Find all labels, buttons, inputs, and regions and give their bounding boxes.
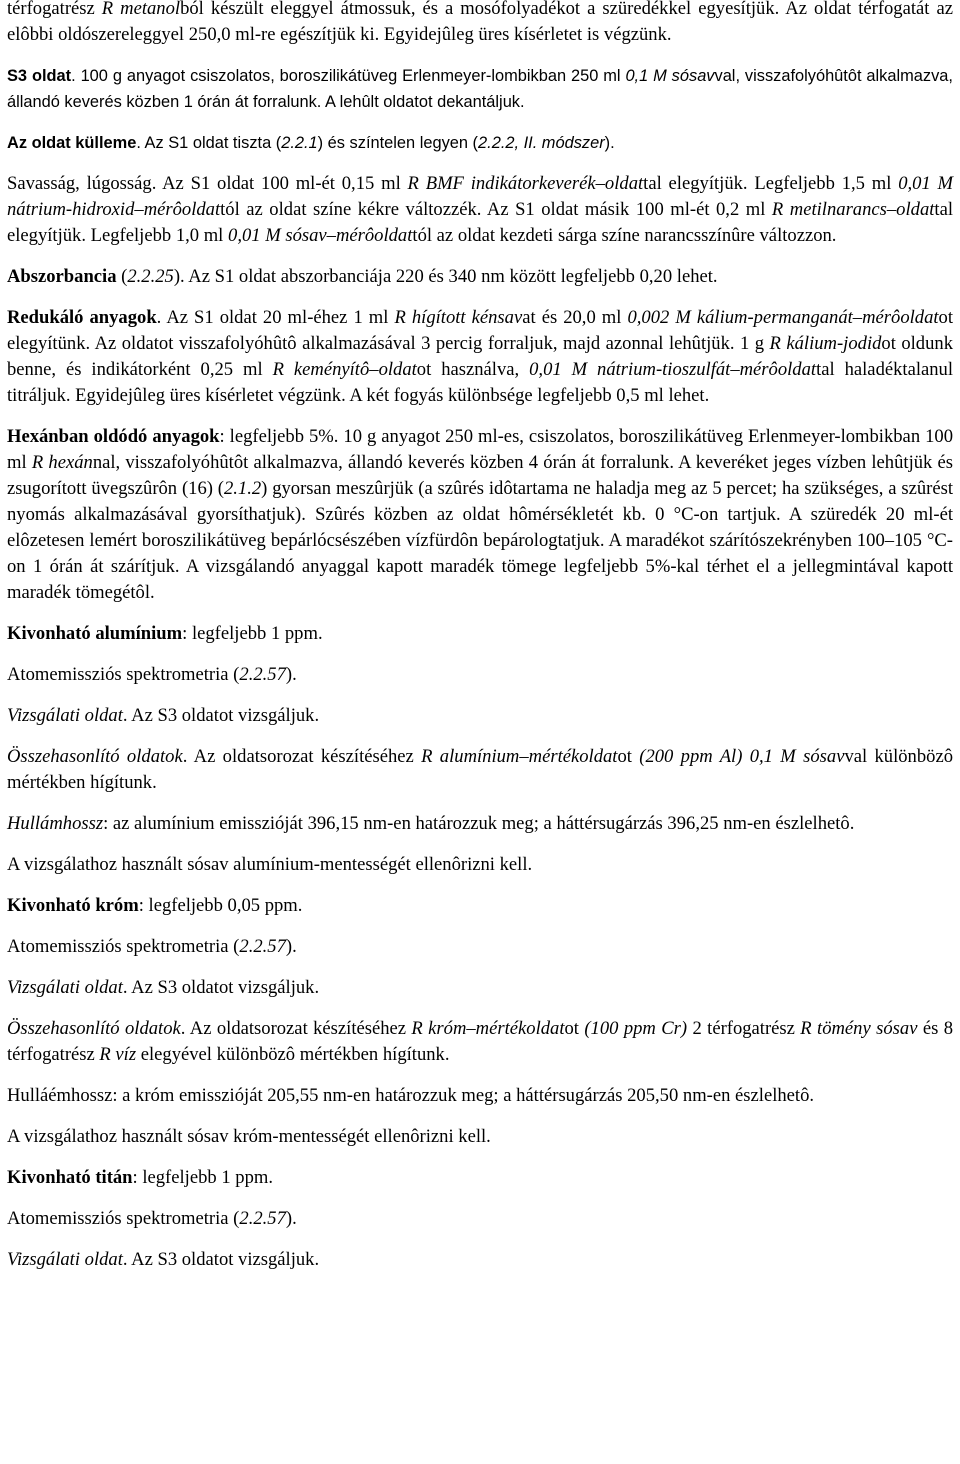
text-run: ból készült eleggyel átmossuk, és a mosófolyadékot a szüredékkel egyesítjük. Az oldat térfogatát az elôbbi oldószereleggyel 250,0 ml-re egészítjük ki. Egyidejûleg üres kísérletet is végzünk. bbox=[7, 0, 953, 45]
text-run: elegyével különbözô mértékben hígítunk. bbox=[136, 1044, 450, 1065]
text-run: . Az S3 oldatot vizsgáljuk. bbox=[122, 705, 320, 726]
text-run: Vizsgálati oldat bbox=[7, 977, 123, 998]
paragraph-al-method bbox=[7, 662, 953, 688]
text-run: Kivonható króm bbox=[7, 895, 139, 916]
text-run: A vizsgálathoz használt sósav alumínium-mentességét ellenôrizni kell. bbox=[7, 854, 533, 875]
paragraph-ti-test-solution bbox=[7, 1247, 953, 1273]
paragraph-cr-check bbox=[7, 1124, 953, 1150]
text-run: R metilnarancs–oldat bbox=[771, 199, 935, 220]
paragraph-al-wavelength bbox=[7, 811, 953, 837]
text-run: A vizsgálathoz használt sósav króm-mentességét ellenôrizni kell. bbox=[7, 1126, 491, 1147]
paragraph-intro bbox=[7, 0, 953, 48]
text-run: 2.2.57 bbox=[239, 936, 286, 957]
text-run: 2.1.2 bbox=[223, 478, 262, 499]
text-run: S3 oldat bbox=[7, 67, 72, 85]
text-run: R kálium-jodid bbox=[769, 333, 882, 354]
text-run: és 8 térfogatrész bbox=[7, 1018, 954, 1065]
text-run: ) és színtelen legyen ( bbox=[317, 134, 479, 152]
text-run: 0,01 M nátrium-tioszulfát–mérôoldat bbox=[529, 359, 817, 380]
text-run: Atomemissziós spektrometria ( bbox=[7, 936, 240, 957]
text-run: R metanol bbox=[101, 0, 181, 19]
text-run: Összehasonlító oldatok bbox=[7, 746, 183, 767]
text-run: tal elegyítjük. Legfeljebb 1,0 ml bbox=[7, 199, 953, 246]
text-run: tól az oldat színe kékre változzék. Az S1 oldat másik 100 ml-ét 0,2 ml bbox=[220, 199, 772, 220]
text-run: tal elegyítjük. Legfeljebb 1,5 ml bbox=[643, 173, 899, 194]
paragraph-s3-solution bbox=[7, 63, 953, 115]
paragraph-ti-method bbox=[7, 1206, 953, 1232]
text-run: R víz bbox=[99, 1044, 137, 1065]
text-run: Abszorbancia bbox=[7, 266, 117, 287]
paragraph-al-test-solution bbox=[7, 703, 953, 729]
text-run: ( bbox=[116, 266, 128, 287]
text-run: : legfeljebb 5%. 10 g anyagot 250 ml-es, csiszolatos, boroszilikátüveg Erlenmeyer-lombikban 100 ml bbox=[7, 426, 953, 473]
text-run: 0,01 M sósav–mérôoldat bbox=[228, 225, 413, 246]
text-run: R tömény sósav bbox=[800, 1018, 918, 1039]
paragraph-hexane-soluble bbox=[7, 424, 953, 606]
text-run: Atomemissziós spektrometria ( bbox=[7, 664, 240, 685]
heading-extractable-titanium bbox=[7, 1165, 953, 1191]
text-run: ). Az S1 oldat abszorbanciája 220 és 340 nm között legfeljebb 0,20 lehet. bbox=[173, 266, 718, 287]
text-run: ) gyorsan meszûrjük (a szûrés idôtartama ne haladja meg az 5 percet; ha szükséges, a szûrést nyomás alkalmazásával gyorsíthatjuk). Szûrés közben az oldat hômérsékletét kb. 0 °C-on tartjuk. A szüredék 20 ml-ét elôzetesen lemért boroszilikátüveg bepárlócsészében vízfürdôn bepárologtatjuk. A maradékot szárítószekrényben 100–105 °C-on 1 órán át szárítjuk. A vizsgálandó anyaggal kapott maradék tömege legfeljebb 5%-kal térhet el a jellegmintával kapott maradék tömegétôl. bbox=[7, 478, 953, 603]
text-run: R hexán bbox=[31, 452, 93, 473]
text-run: Hexánban oldódó anyagok bbox=[7, 426, 220, 447]
text-run: 2.2.25 bbox=[127, 266, 174, 287]
text-run: 2.2.57 bbox=[239, 1208, 286, 1229]
text-run: Összehasonlító oldatok bbox=[7, 1018, 181, 1039]
text-run: 2.2.2, II. módszer bbox=[478, 134, 605, 152]
text-run: Az oldat külleme bbox=[7, 134, 137, 152]
text-run: Vizsgálati oldat bbox=[7, 705, 123, 726]
text-run: R BMF indikátorkeverék–oldat bbox=[407, 173, 644, 194]
text-run: . Az oldatsorozat készítéséhez bbox=[182, 746, 422, 767]
text-run: at és 20,0 ml bbox=[522, 307, 628, 328]
paragraph-appearance bbox=[7, 130, 953, 156]
text-run: . Az S1 oldat 20 ml-éhez 1 ml bbox=[156, 307, 395, 328]
text-run: 2.2.1 bbox=[281, 134, 318, 152]
text-run: (200 ppm Al) 0,1 M sósav bbox=[639, 746, 845, 767]
text-run: : legfeljebb 0,05 ppm. bbox=[138, 895, 303, 916]
text-run: . Az S3 oldatot vizsgáljuk. bbox=[122, 977, 320, 998]
text-run: . Az S3 oldatot vizsgáljuk. bbox=[122, 1249, 320, 1270]
text-run: 0,002 M kálium-permanganát–mérôoldat bbox=[627, 307, 939, 328]
paragraph-absorbance bbox=[7, 264, 953, 290]
text-run: ). bbox=[285, 936, 297, 957]
text-run: 2 térfogatrész bbox=[687, 1018, 801, 1039]
paragraph-acidity bbox=[7, 171, 953, 249]
text-run: . Az S1 oldat tiszta ( bbox=[136, 134, 282, 152]
heading-extractable-aluminium bbox=[7, 621, 953, 647]
paragraph-cr-wavelength bbox=[7, 1083, 953, 1109]
text-run: . 100 g anyagot csiszolatos, boroszilikátüveg Erlenmeyer-lombikban 250 ml bbox=[71, 67, 626, 85]
text-run: ot elegyítünk. Az oldatot visszafolyóhûtô alkalmazásával 3 percig forraljuk, majd azonnal lehûtjük. 1 g bbox=[7, 307, 954, 354]
paragraph-reducing-substances bbox=[7, 305, 953, 409]
text-run: 0,01 M nátrium-hidroxid–mérôoldat bbox=[7, 173, 954, 220]
text-run: tól az oldat kezdeti sárga színe narancsszínûre változzon. bbox=[412, 225, 837, 246]
text-run: Hullámhossz bbox=[7, 813, 104, 834]
text-run: ). bbox=[285, 664, 297, 685]
text-run: nal, visszafolyóhûtôt alkalmazva, állandó keverés közben 4 órán át forralunk. A keveréket jeges vízben lehûtjük és zsugorított üvegszûrôn (16) ( bbox=[7, 452, 954, 499]
text-run: ). bbox=[604, 134, 615, 152]
text-run: R keményítô–oldat bbox=[272, 359, 417, 380]
text-run: Redukáló anyagok bbox=[7, 307, 157, 328]
text-run: val különbözô mértékben hígítunk. bbox=[7, 746, 953, 793]
text-run: Savasság, lúgosság bbox=[7, 173, 152, 194]
paragraph-cr-test-solution bbox=[7, 975, 953, 1001]
text-run: ot használva, bbox=[416, 359, 530, 380]
paragraph-cr-method bbox=[7, 934, 953, 960]
text-run: ot bbox=[617, 746, 640, 767]
text-run: Kivonható titán bbox=[7, 1167, 133, 1188]
paragraph-cr-reference bbox=[7, 1016, 953, 1068]
text-run: : az alumínium emisszióját 396,15 nm-en határozzuk meg; a háttérsugárzás 396,25 nm-en észlelhetô. bbox=[103, 813, 855, 834]
text-run: (100 ppm Cr) bbox=[584, 1018, 688, 1039]
text-run: : legfeljebb 1 ppm. bbox=[182, 623, 323, 644]
text-run: Atomemissziós spektrometria ( bbox=[7, 1208, 240, 1229]
text-run: R hígított kénsav bbox=[394, 307, 523, 328]
text-run: ). bbox=[285, 1208, 297, 1229]
paragraph-al-reference bbox=[7, 744, 953, 796]
text-run: 2.2.57 bbox=[239, 664, 286, 685]
text-run: 0,1 M sósav bbox=[625, 67, 715, 85]
text-run: Vizsgálati oldat bbox=[7, 1249, 123, 1270]
paragraph-al-check bbox=[7, 852, 953, 878]
text-run: ot bbox=[564, 1018, 585, 1039]
text-run: val, visszafolyóhûtôt alkalmazva, állandó keverés közben 1 órán át forralunk. A lehûlt oldatot dekantáljuk. bbox=[7, 67, 953, 111]
text-run: : legfeljebb 1 ppm. bbox=[132, 1167, 273, 1188]
heading-extractable-chromium bbox=[7, 893, 953, 919]
text-run: . Az oldatsorozat készítéséhez bbox=[180, 1018, 412, 1039]
text-run: ot oldunk benne, és indikátorként 0,25 ml bbox=[7, 333, 953, 380]
text-run: . Az S1 oldat 100 ml-ét 0,15 ml bbox=[151, 173, 408, 194]
text-run: R alumínium–mértékoldat bbox=[421, 746, 618, 767]
text-run: Hulláémhossz: a króm emisszióját 205,55 nm-en határozzuk meg; a háttérsugárzás 205,50 nm-en észlelhetô. bbox=[7, 1085, 815, 1106]
text-run: térfogatrész bbox=[7, 0, 102, 19]
text-run: Kivonható alumínium bbox=[7, 623, 183, 644]
text-run: tal haladéktalanul titráljuk. Egyidejûleg üres kísérletet végzünk. A két fogyás különbsége legfeljebb 0,5 ml lehet. bbox=[7, 359, 954, 406]
text-run: R króm–mértékoldat bbox=[411, 1018, 565, 1039]
